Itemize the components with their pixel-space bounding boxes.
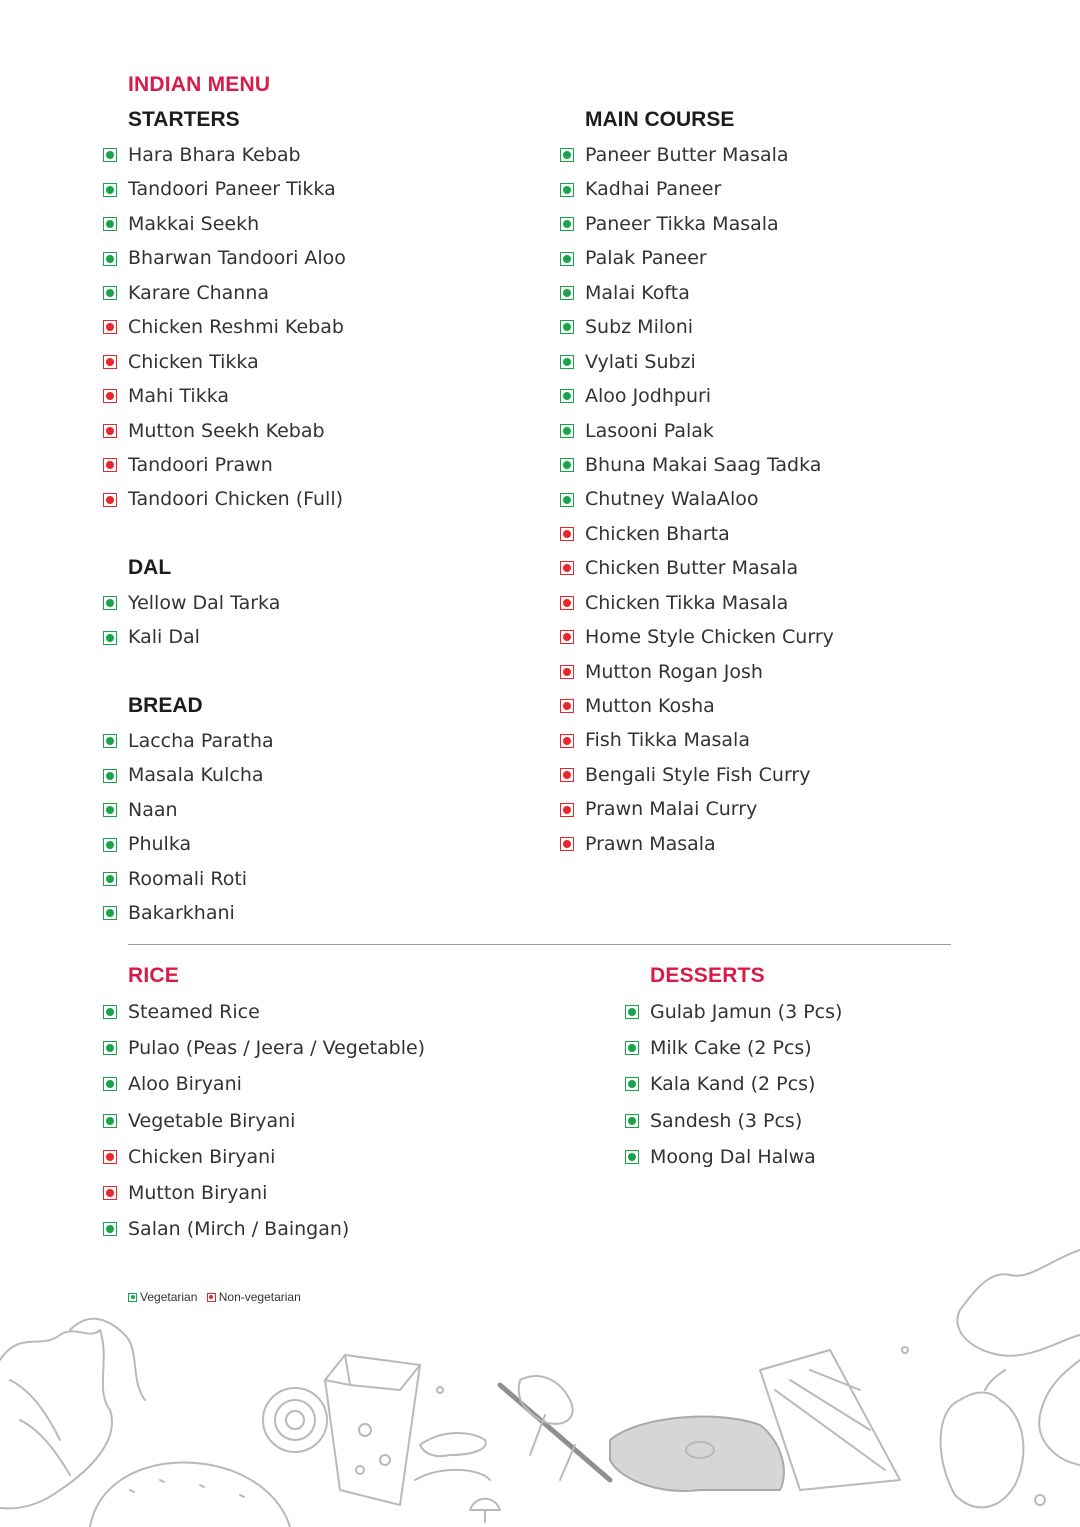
veg-mark-icon: [625, 1077, 639, 1091]
veg-mark-icon: [103, 1041, 117, 1055]
veg-mark-icon: [103, 183, 117, 197]
menu-item: [560, 448, 834, 482]
menu-item: [103, 1103, 425, 1139]
veg-mark-icon: [103, 1005, 117, 1019]
menu-item: [560, 207, 834, 241]
menu-item-name: Kala Kand (2 Pcs): [650, 1073, 816, 1096]
veg-mark-icon: [103, 1077, 117, 1091]
menu-item: [103, 138, 346, 172]
menu-item: [103, 448, 346, 482]
veg-mark-icon: [103, 838, 117, 852]
menu-item-name: Mutton Biryani: [128, 1181, 268, 1204]
nonveg-mark-icon: [103, 493, 117, 507]
menu-item: [103, 379, 346, 413]
menu-item: [625, 1066, 842, 1102]
starters-section: [128, 108, 240, 132]
menu-item: [103, 586, 280, 620]
menu-item: [103, 620, 280, 654]
nonveg-mark-icon: [560, 837, 574, 851]
veg-mark-icon: [103, 803, 117, 817]
menu-item: [560, 551, 834, 585]
menu-item: [103, 862, 274, 896]
veg-mark-icon: [625, 1041, 639, 1055]
menu-item-name: Bhuna Makai Saag Tadka: [585, 453, 822, 476]
veg-mark-icon: [103, 252, 117, 266]
menu-item: [103, 1175, 425, 1211]
menu-item-name: Bakarkhani: [128, 902, 235, 925]
veg-mark-icon: [560, 355, 574, 369]
menu-item: [625, 994, 842, 1030]
menu-item-name: Hara Bhara Kebab: [128, 144, 301, 166]
menu-item: [560, 276, 834, 310]
menu-item-name: Paneer Tikka Masala: [585, 212, 779, 235]
menu-item-name: Paneer Butter Masala: [585, 144, 789, 166]
menu-item: [103, 994, 425, 1030]
menu-item-name: Kali Dal: [128, 626, 200, 649]
bread-section: [128, 694, 203, 718]
nonveg-mark-icon: [103, 1186, 117, 1200]
menu-item-name: Prawn Malai Curry: [585, 798, 758, 821]
menu-item: [560, 517, 834, 551]
menu-item: [560, 758, 834, 792]
menu-item: [625, 1103, 842, 1139]
menu-item: [560, 172, 834, 206]
nonveg-mark-icon: [560, 803, 574, 817]
menu-item: [560, 655, 834, 689]
menu-item-name: Mahi Tikka: [128, 385, 230, 408]
menu-item-name: Chicken Tikka Masala: [585, 591, 789, 614]
menu-item-name: Laccha Paratha: [128, 730, 274, 752]
dal-section: [128, 556, 171, 580]
bread-heading: BREAD: [128, 694, 203, 717]
menu-item: [103, 1030, 425, 1066]
menu-item-name: Salan (Mirch / Baingan): [128, 1218, 350, 1241]
nonveg-mark-icon: [103, 1150, 117, 1164]
rice-heading: RICE: [128, 964, 179, 987]
menu-item-name: Aloo Jodhpuri: [585, 385, 712, 408]
main-course-section: [585, 108, 734, 132]
menu-item-name: Mutton Rogan Josh: [585, 660, 763, 683]
food-sketch-decoration-icon: [0, 1240, 1080, 1527]
veg-mark-icon: [103, 217, 117, 231]
menu-item: [560, 414, 834, 448]
veg-mark-icon: [103, 769, 117, 783]
main-course-list: [585, 138, 834, 861]
menu-item: [103, 172, 346, 206]
menu-item: [103, 724, 274, 758]
menu-item-name: Makkai Seekh: [128, 212, 260, 235]
legend-nonveg-label: Non-vegetarian: [218, 1290, 301, 1304]
veg-mark-icon: [103, 906, 117, 920]
menu-item-name: Chicken Bharta: [585, 522, 730, 545]
menu-item-name: Kadhai Paneer: [585, 178, 722, 201]
menu-item-name: Bharwan Tandoori Aloo: [128, 247, 346, 270]
menu-item-name: Chicken Reshmi Kebab: [128, 316, 344, 339]
menu-item-name: Palak Paneer: [585, 247, 707, 270]
menu-item: [560, 345, 834, 379]
veg-mark-icon: [625, 1114, 639, 1128]
menu-item-name: Yellow Dal Tarka: [128, 592, 281, 614]
dal-heading: DAL: [128, 556, 172, 579]
menu-item-name: Karare Channa: [128, 281, 270, 304]
nonveg-mark-icon: [560, 596, 574, 610]
nonveg-mark-icon: [560, 630, 574, 644]
veg-mark-icon: [560, 320, 574, 334]
nonveg-mark-icon: [560, 734, 574, 748]
veg-mark-icon: [560, 424, 574, 438]
menu-title: INDIAN MENU: [128, 73, 271, 96]
veg-mark-icon: [103, 596, 117, 610]
menu-item-name: Fish Tikka Masala: [585, 729, 750, 752]
menu-item: [103, 345, 346, 379]
nonveg-mark-icon: [560, 527, 574, 541]
menu-item: [560, 310, 834, 344]
menu-item: [103, 793, 274, 827]
menu-item-name: Tandoori Paneer Tikka: [128, 178, 336, 201]
menu-item-name: Phulka: [128, 833, 192, 856]
desserts-heading: DESSERTS: [650, 964, 765, 987]
nonveg-mark-icon: [103, 320, 117, 334]
menu-item-name: Prawn Masala: [585, 832, 716, 855]
menu-item: [560, 586, 834, 620]
dal-list: [128, 586, 280, 655]
veg-mark-icon: [560, 458, 574, 472]
menu-item: [103, 1066, 425, 1102]
menu-item-name: Roomali Roti: [128, 867, 248, 890]
menu-item: [560, 723, 834, 757]
menu-item-name: Tandoori Prawn: [128, 453, 273, 476]
menu-item-name: Subz Miloni: [585, 316, 694, 339]
starters-list: [128, 138, 346, 517]
veg-mark-icon: [560, 286, 574, 300]
menu-item: [103, 1139, 425, 1175]
menu-item-name: Sandesh (3 Pcs): [650, 1109, 803, 1132]
nonveg-mark-icon: [560, 699, 574, 713]
veg-mark-icon: [560, 389, 574, 403]
menu-item-name: Milk Cake (2 Pcs): [650, 1037, 812, 1060]
menu-item: [560, 827, 834, 861]
menu-item-name: Vegetable Biryani: [128, 1109, 296, 1132]
menu-item: [103, 827, 274, 861]
main-course-heading: MAIN COURSE: [585, 108, 735, 131]
veg-mark-icon: [560, 148, 574, 162]
menu-item: [560, 620, 834, 654]
desserts-list: [650, 994, 842, 1175]
menu-item-name: Chicken Butter Masala: [585, 557, 799, 580]
starters-heading: STARTERS: [128, 108, 240, 131]
menu-item-name: Pulao (Peas / Jeera / Vegetable): [128, 1037, 426, 1060]
veg-mark-icon: [625, 1150, 639, 1164]
section-divider: [128, 944, 951, 945]
menu-item: [560, 792, 834, 826]
veg-mark-icon: [625, 1005, 639, 1019]
bread-list: [128, 724, 274, 931]
nonveg-mark-icon: [103, 424, 117, 438]
menu-item-name: Malai Kofta: [585, 281, 690, 304]
menu-item-name: Tandoori Chicken (Full): [128, 488, 344, 511]
rice-list: [128, 994, 425, 1247]
veg-mark-icon: [103, 1114, 117, 1128]
menu-item-name: Lasooni Palak: [585, 419, 714, 442]
menu-item-name: Gulab Jamun (3 Pcs): [650, 1001, 843, 1023]
veg-mark-icon: [103, 734, 117, 748]
nonveg-mark-icon: [560, 665, 574, 679]
menu-item: [103, 482, 346, 516]
menu-item: [103, 207, 346, 241]
menu-item: [625, 1030, 842, 1066]
menu-item-name: Moong Dal Halwa: [650, 1145, 816, 1168]
legend-veg-label: Vegetarian: [140, 1290, 198, 1304]
menu-item-name: Masala Kulcha: [128, 764, 264, 787]
menu-item-name: Bengali Style Fish Curry: [585, 763, 811, 786]
menu-item-name: Home Style Chicken Curry: [585, 626, 834, 649]
nonveg-mark-icon: [103, 355, 117, 369]
veg-mark-icon: [103, 872, 117, 886]
menu-item: [103, 241, 346, 275]
menu-item: [103, 310, 346, 344]
veg-mark-icon: [560, 252, 574, 266]
menu-item: [103, 414, 346, 448]
menu-item-name: Chicken Biryani: [128, 1145, 276, 1168]
nonveg-mark-icon: [560, 768, 574, 782]
menu-item: [560, 689, 834, 723]
menu-item-name: Naan: [128, 798, 178, 821]
menu-item: [560, 482, 834, 516]
veg-mark-icon: [103, 148, 117, 162]
nonveg-mark-icon: [103, 389, 117, 403]
menu-item-name: Steamed Rice: [128, 1001, 260, 1023]
menu-item-name: Mutton Seekh Kebab: [128, 419, 325, 442]
veg-mark-icon: [560, 183, 574, 197]
nonveg-mark-icon: [103, 458, 117, 472]
menu-item: [560, 379, 834, 413]
menu-item-name: Chutney WalaAloo: [585, 488, 759, 511]
veg-mark-icon: [103, 1222, 117, 1236]
menu-item: [103, 758, 274, 792]
menu-item: [103, 896, 274, 930]
veg-mark-icon: [560, 493, 574, 507]
menu-item-name: Mutton Kosha: [585, 695, 715, 717]
veg-mark-icon: [103, 286, 117, 300]
menu-item-name: Chicken Tikka: [128, 350, 259, 373]
menu-item-name: Aloo Biryani: [128, 1073, 242, 1096]
nonveg-mark-icon: [560, 561, 574, 575]
veg-mark-icon: [103, 631, 117, 645]
menu-item: [625, 1139, 842, 1175]
veg-mark-icon: [560, 217, 574, 231]
menu-item: [560, 138, 834, 172]
menu-item-name: Vylati Subzi: [585, 350, 696, 373]
menu-item: [103, 276, 346, 310]
menu-item: [560, 241, 834, 275]
